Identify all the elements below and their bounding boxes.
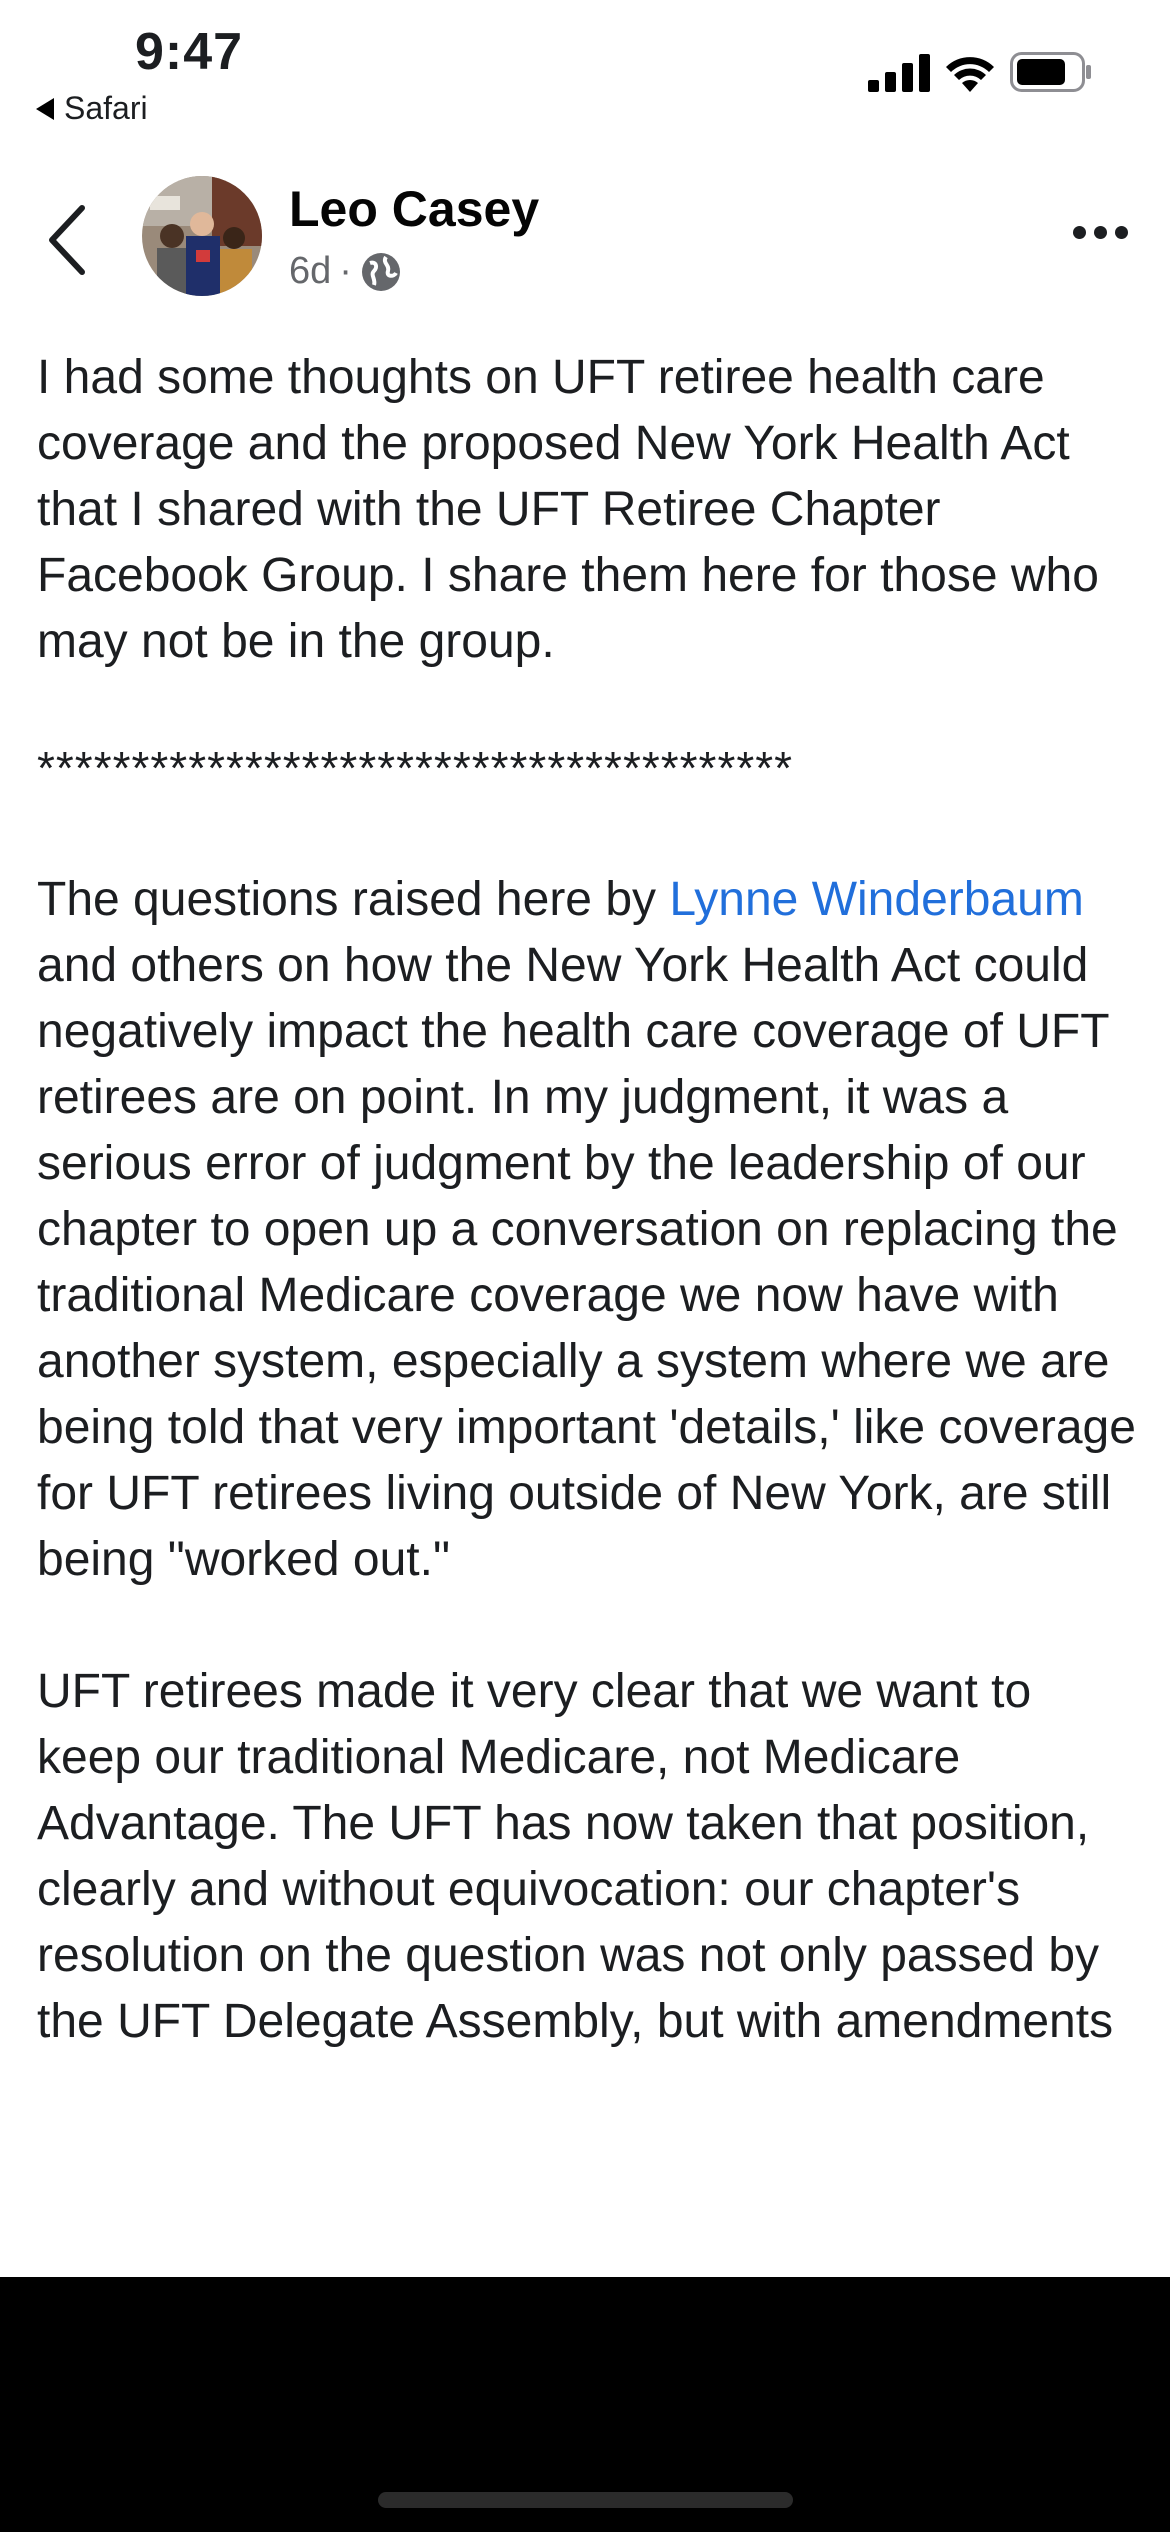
post-header <box>0 170 1170 310</box>
status-bar <box>0 0 1170 150</box>
back-chevron-icon[interactable] <box>40 200 100 280</box>
more-icon-dot <box>1094 226 1107 239</box>
author-name[interactable]: Leo Casey <box>289 181 540 237</box>
paragraph-2-start: The questions raised here by <box>37 873 670 926</box>
author-avatar[interactable] <box>142 176 262 296</box>
battery-icon <box>1010 52 1092 92</box>
more-options-button[interactable] <box>1073 226 1128 239</box>
post-paragraph-3: UFT retirees made it very clear that we want to keep our traditional Medicare, not Medicare Advantage. The UFT has now taken that position, clearly and without equivocation: our chapter's resolution on the question was not only passed by the UFT Delegate Assembly, but with amendments <box>37 1665 1114 2048</box>
post-meta <box>289 250 402 293</box>
meta-separator: · <box>339 250 352 292</box>
post-paragraph-intro: I had some thoughts on UFT retiree health care coverage and the proposed New York Health Act that I shared with the UFT Retiree Chapter Facebook Group. I share them here for those who may not be in the group. <box>37 351 1099 668</box>
post-body <box>37 345 1147 2055</box>
status-time: 9:47 <box>135 23 244 81</box>
wifi-icon <box>944 54 996 92</box>
paragraph-2-rest: and others on how the New York Health Act could negatively impact the health care coverage of UFT retirees are on point. In my judgment, it was a serious error of judgment by the leadership of our chapter to open up a conversation on replacing the traditional Medicare coverage we now have with another system, especially a system where we are being told that very important 'details,' like coverage for UFT retirees living outside of New York, are still being "worked out." <box>37 939 1136 1586</box>
mention-link[interactable]: Lynne Winderbaum <box>669 873 1084 926</box>
post-paragraph-2 <box>37 867 1147 1593</box>
back-to-safari-button[interactable] <box>36 90 148 127</box>
back-app-label: Safari <box>64 90 148 126</box>
more-icon-dot <box>1115 226 1128 239</box>
post-age[interactable]: 6d <box>289 250 332 292</box>
status-icons <box>868 52 1092 92</box>
back-triangle-icon <box>36 98 54 120</box>
globe-icon <box>360 251 402 293</box>
post-divider: **************************************** <box>37 742 794 794</box>
home-indicator[interactable] <box>378 2492 793 2508</box>
more-icon-dot <box>1073 226 1086 239</box>
cellular-signal-icon <box>868 54 930 92</box>
